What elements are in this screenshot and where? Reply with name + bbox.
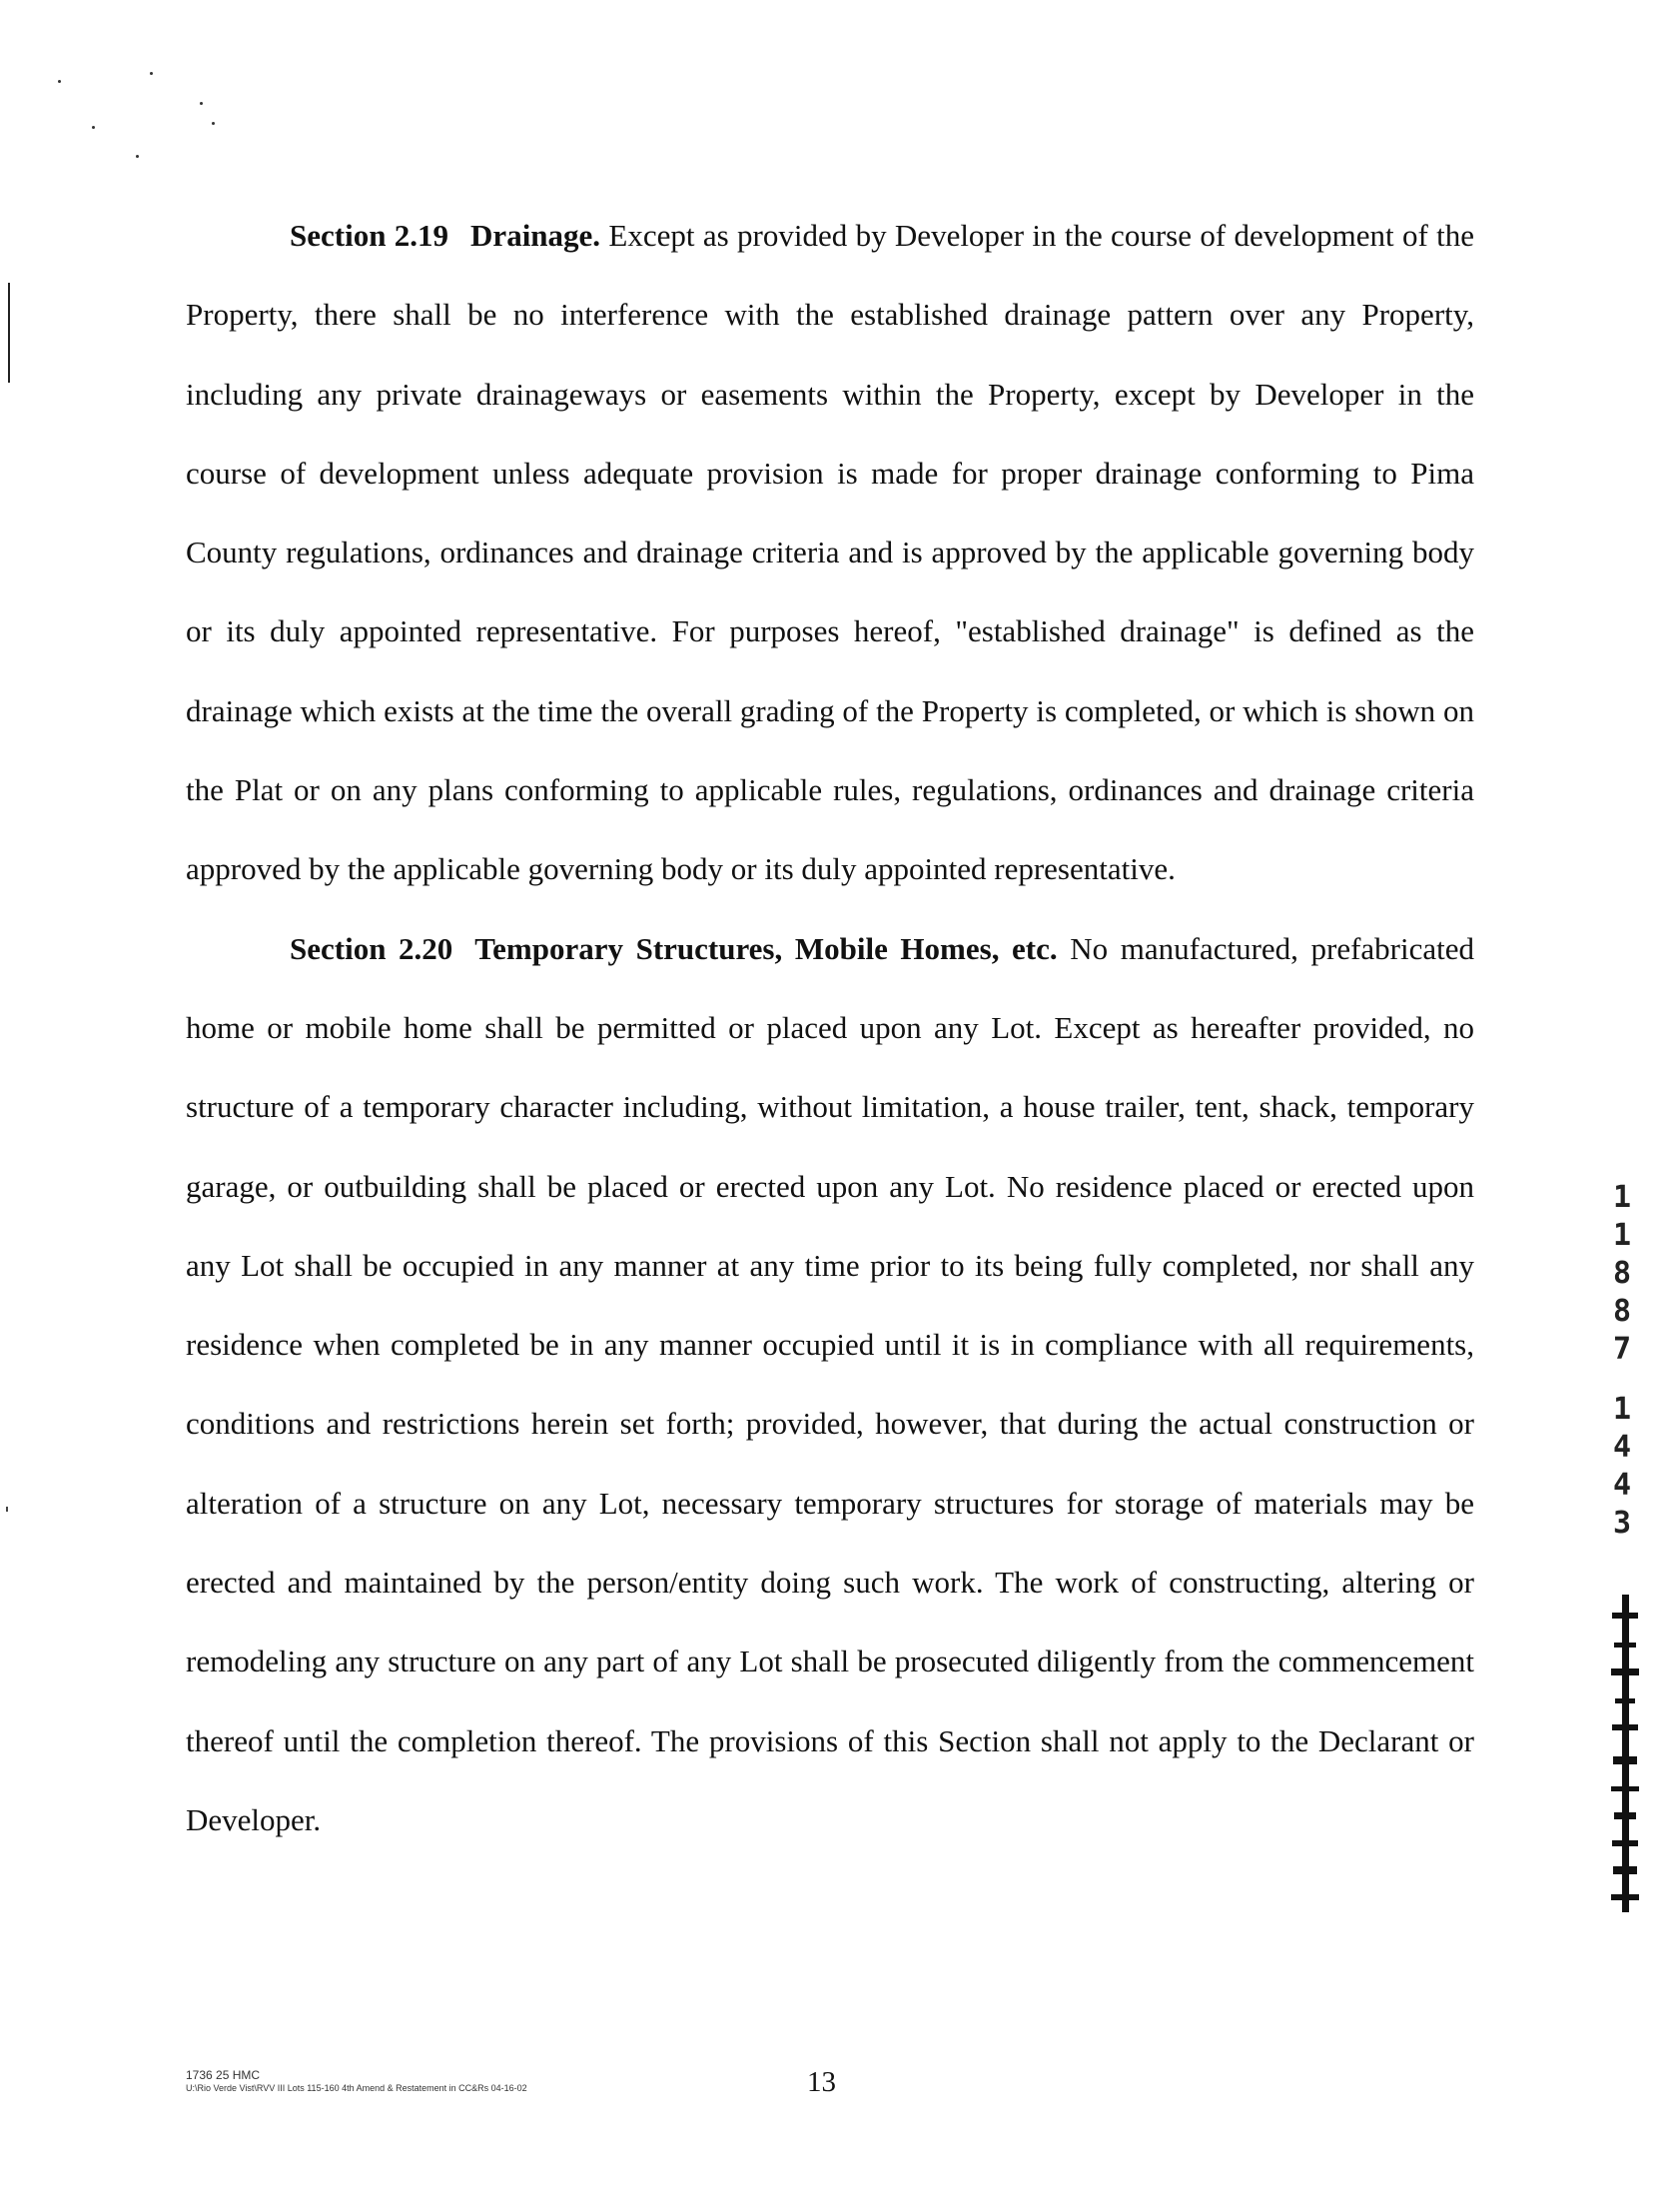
barcode-bar (1611, 1668, 1639, 1675)
section-number: Section 2.20 (290, 930, 453, 966)
recording-digit: 4 (1612, 1430, 1632, 1465)
barcode-spine (1622, 1595, 1629, 1912)
barcode-bar (1612, 1613, 1638, 1619)
scan-specks (50, 60, 250, 180)
recording-number (1602, 1179, 1642, 1543)
section-title: Drainage. (470, 218, 601, 253)
recording-digit: 7 (1612, 1332, 1632, 1367)
scan-speck (200, 102, 203, 105)
scan-speck (212, 122, 215, 125)
recording-digit: 1 (1612, 1180, 1632, 1215)
recording-digit: 3 (1612, 1506, 1632, 1541)
document-body (186, 196, 1474, 1859)
change-bar (8, 283, 10, 383)
barcode-bar (1611, 1786, 1639, 1791)
scan-speck (136, 155, 139, 158)
barcode-bar (1613, 1756, 1637, 1764)
barcode-bar (1614, 1643, 1636, 1648)
section-text: Except as provided by Developer in the course of development of the Property, there shall be no interference with the established drainage pattern over any Property, including any private drainageways or easements within the Property, except by Developer in the course of development unless adequate provision is made for proper drainage conforming to Pima County regulations, ordinances and drainage criteria and is approved by the applicable governing body or its duly appointed representative. For purposes hereof, "established drainage" is defined as the drainage which exists at the time the overall grading of the Property is completed, or which is shown on the Plat or on any plans conforming to applicable rules, regulations, ordinances and drainage criteria approved by the applicable governing body or its duly appointed representative. (186, 218, 1475, 887)
barcode-bar (1615, 1698, 1635, 1703)
barcode-bar (1612, 1724, 1638, 1730)
section-2-19-paragraph (186, 196, 1474, 909)
section-title: Temporary Structures, Mobile Homes, etc. (474, 930, 1058, 966)
barcode-bar (1614, 1812, 1636, 1819)
footer-doc-id: 1736 25 HMC (186, 2068, 261, 2082)
margin-mark (6, 1507, 8, 1512)
scan-speck (92, 126, 95, 129)
barcode-bar (1611, 1894, 1639, 1900)
footer-file-path: U:\Rio Verde Vist\RVV III Lots 115-160 4th Amend & Restatement in CC&Rs 04-16-02 (186, 2083, 527, 2093)
footer-file-reference (186, 2068, 527, 2094)
recording-digit: 1 (1612, 1392, 1632, 1427)
page-number: 13 (807, 2066, 836, 2098)
recording-digit: 1 (1612, 1218, 1632, 1253)
section-text: No manufactured, prefabricated home or mobile home shall be permitted or placed upon any Lot. Except as hereafter provided, no structure of a temporary character including, without limitation, a house trailer, tent, shack, temporary garage, or outbuilding shall be placed or erected upon any Lot. No residence placed or erected upon any Lot shall be occupied in any manner at any time prior to its being fully completed, nor shall any residence when completed be in any manner occupied until it is in compliance with all requirements, conditions and restrictions herein set forth; provided, however, that during the actual construction or alteration of a structure on any Lot, necessary temporary structures for storage of materials may be erected and maintained by the person/entity doing such work. The work of constructing, altering or remodeling any structure on any part of any Lot shall be prosecuted diligently from the commencement thereof until the completion thereof. The provisions of this Section shall not apply to the Declarant or Developer. (186, 930, 1474, 1837)
barcode-bar (1612, 1840, 1638, 1846)
scan-speck (150, 72, 153, 75)
recording-digit: 8 (1612, 1294, 1632, 1329)
recording-digit: 4 (1612, 1468, 1632, 1503)
section-2-20-paragraph (186, 909, 1474, 1860)
section-number: Section 2.19 (290, 218, 449, 253)
scan-speck (58, 80, 61, 83)
barcode-bar (1613, 1866, 1637, 1874)
recording-barcode (1610, 1595, 1640, 1912)
recording-digit: 8 (1612, 1256, 1632, 1291)
